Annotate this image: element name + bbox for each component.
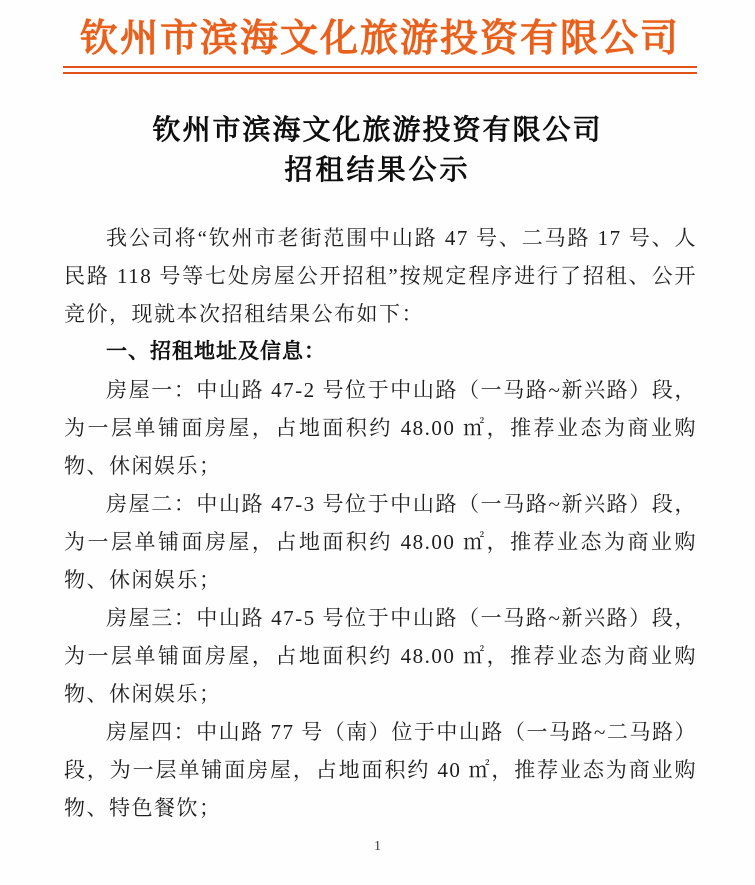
- house-4-paragraph: 房屋四：中山路 77 号（南）位于中山路（一马路~二马路）段，为一层单铺面房屋，占地面积约 40 ㎡，推荐业态为商业购物、特色餐饮；: [64, 720, 697, 820]
- letterhead-rules: [63, 66, 697, 74]
- letterhead: [63, 16, 697, 74]
- house-2-paragraph: 房屋二：中山路 47-3 号位于中山路（一马路~新兴路）段，为一层单铺面房屋，占地面积约 48.00 ㎡，推荐业态为商业购物、休闲娱乐；: [64, 492, 697, 592]
- intro-paragraph: 我公司将“钦州市老街范围中山路 47 号、二马路 17 号、人民路 118 号等七处房屋公开招租”按规定程序进行了招租、公开竞价，现就本次招租结果公布如下：: [64, 226, 697, 326]
- letterhead-rule-bottom: [63, 72, 697, 74]
- letterhead-company-name: 钦州市滨海文化旅游投资有限公司: [79, 18, 680, 60]
- document-title-line-2: 招租结果公示: [284, 155, 471, 186]
- section-heading-rental-info: 一、招租地址及信息：: [106, 340, 326, 363]
- document-body: [64, 219, 697, 827]
- page-number: 1: [374, 839, 381, 854]
- house-1-paragraph: 房屋一：中山路 47-2 号位于中山路（一马路~新兴路）段，为一层单铺面房屋，占地面积约 48.00 ㎡，推荐业态为商业购物、休闲娱乐；: [64, 378, 697, 478]
- document-title: [0, 111, 755, 191]
- letterhead-rule-top: [63, 66, 697, 68]
- document-title-line-1: 钦州市滨海文化旅游投资有限公司: [152, 115, 603, 146]
- house-3-paragraph: 房屋三：中山路 47-5 号位于中山路（一马路~新兴路）段，为一层单铺面房屋，占地面积约 48.00 ㎡，推荐业态为商业购物、休闲娱乐；: [64, 606, 697, 706]
